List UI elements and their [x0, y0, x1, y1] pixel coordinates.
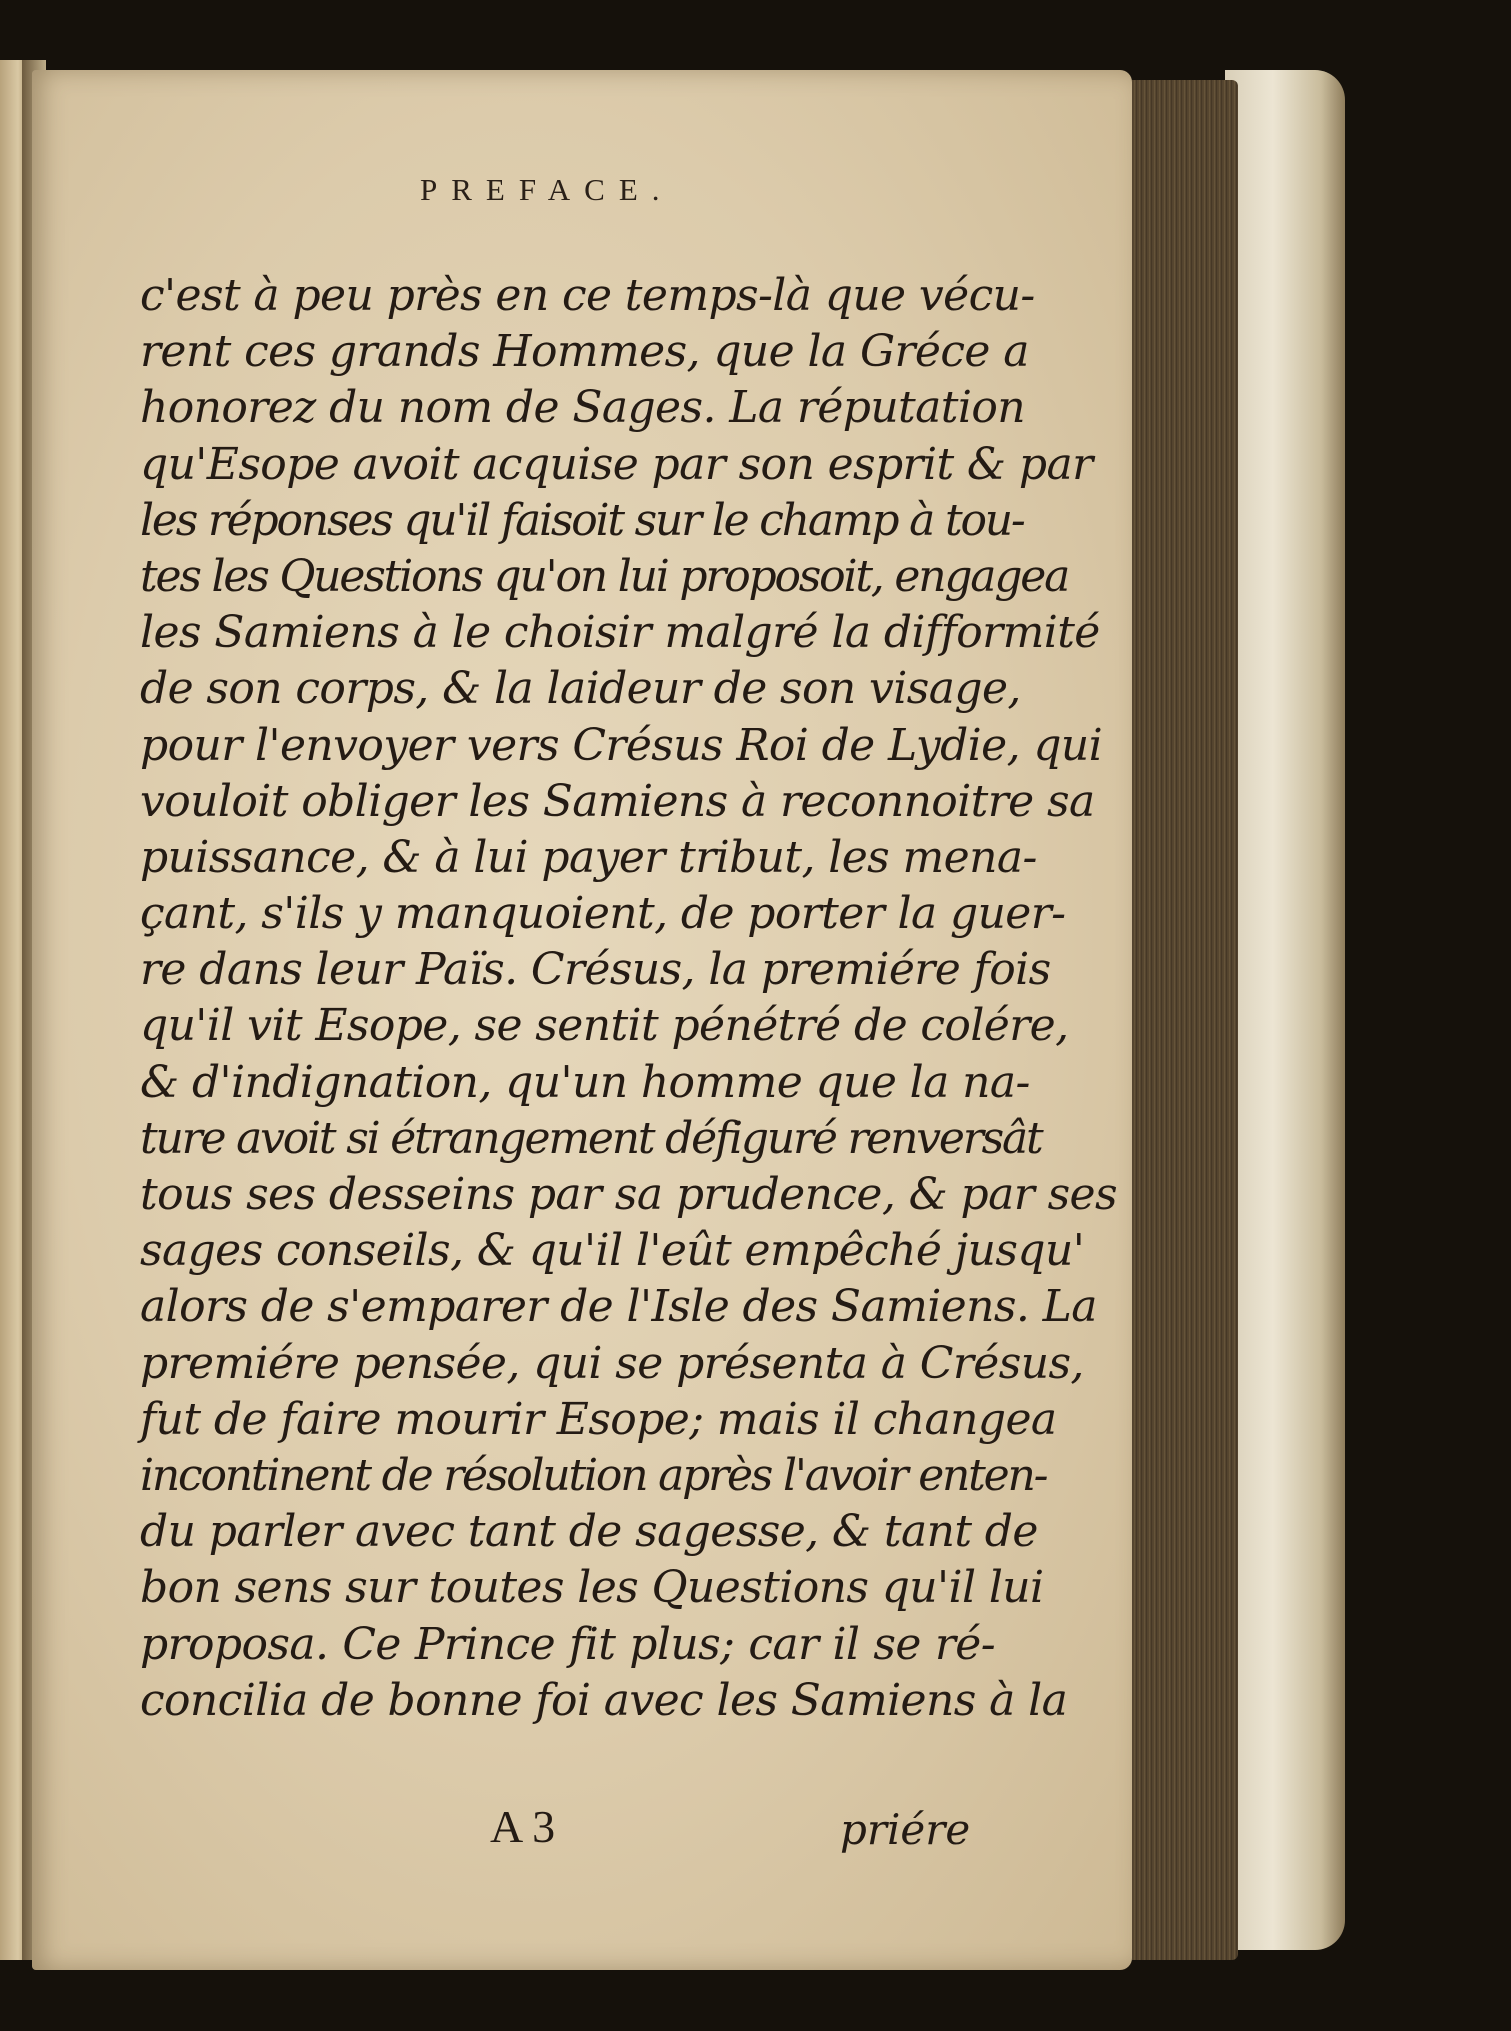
text-line: re dans leur Païs. Crésus, la premiére fois: [140, 944, 1051, 996]
text-line: qu'il vit Esope, se sentit pénétré de colére,: [140, 1000, 1069, 1052]
text-line: tous ses desseins par sa prudence, & par ses: [140, 1169, 1117, 1220]
text-line: ture avoit si étrangement défiguré renversât: [140, 1112, 1042, 1164]
catchword: priére: [840, 1805, 971, 1854]
text-line: honorez du nom de Sages. La réputation: [140, 382, 1025, 434]
text-line: vouloit obliger les Samiens à reconnoitre sa: [140, 775, 1095, 827]
text-line: pour l'envoyer vers Crésus Roi de Lydie, qui: [140, 719, 1103, 771]
text-line: du parler avec tant de sagesse, & tant de: [140, 1506, 1038, 1558]
text-line: les réponses qu'il faisoit sur le champ à tou-: [140, 494, 1024, 546]
text-line: c'est à peu près en ce temps-là que vécu-: [140, 270, 1035, 321]
text-line: sages conseils, & qu'il l'eût empêché jusqu': [140, 1225, 1085, 1277]
text-line: premiére pensée, qui se présenta à Crésus,: [140, 1337, 1084, 1389]
text-line: alors de s'emparer de l'Isle des Samiens. La: [140, 1281, 1097, 1333]
text-line: proposa. Ce Prince fit plus; car il se ré-: [140, 1618, 995, 1670]
page-fore-edge: [1128, 80, 1238, 1960]
text-line: fut de faire mourir Esope; mais il changea: [140, 1393, 1057, 1445]
text-line: de son corps, & la laideur de son visage,: [140, 663, 1021, 715]
text-line: çant, s'ils y manquoient, de porter la guer-: [140, 888, 1066, 940]
body-text: [140, 268, 1117, 1729]
signature-mark: A 3: [490, 1801, 556, 1852]
text-line: les Samiens à le choisir malgré la difformité: [140, 607, 1100, 659]
text-line: & d'indignation, qu'un homme que la na-: [140, 1056, 1030, 1108]
vellum-cover: [1225, 70, 1345, 1950]
text-line: incontinent de résolution après l'avoir enten-: [140, 1449, 1047, 1501]
text-line: rent ces grands Hommes, que la Gréce a: [140, 326, 1029, 378]
text-line: tes les Questions qu'on lui proposoit, engagea: [140, 550, 1069, 602]
text-line: qu'Esope avoit acquise par son esprit & par: [140, 438, 1093, 490]
running-title: PREFACE.: [420, 172, 674, 207]
text-line: puissance, & à lui payer tribut, les mena-: [140, 831, 1037, 883]
text-line: bon sens sur toutes les Questions qu'il lui: [140, 1562, 1044, 1614]
text-line: concilia de bonne foi avec les Samiens à la: [140, 1674, 1068, 1726]
